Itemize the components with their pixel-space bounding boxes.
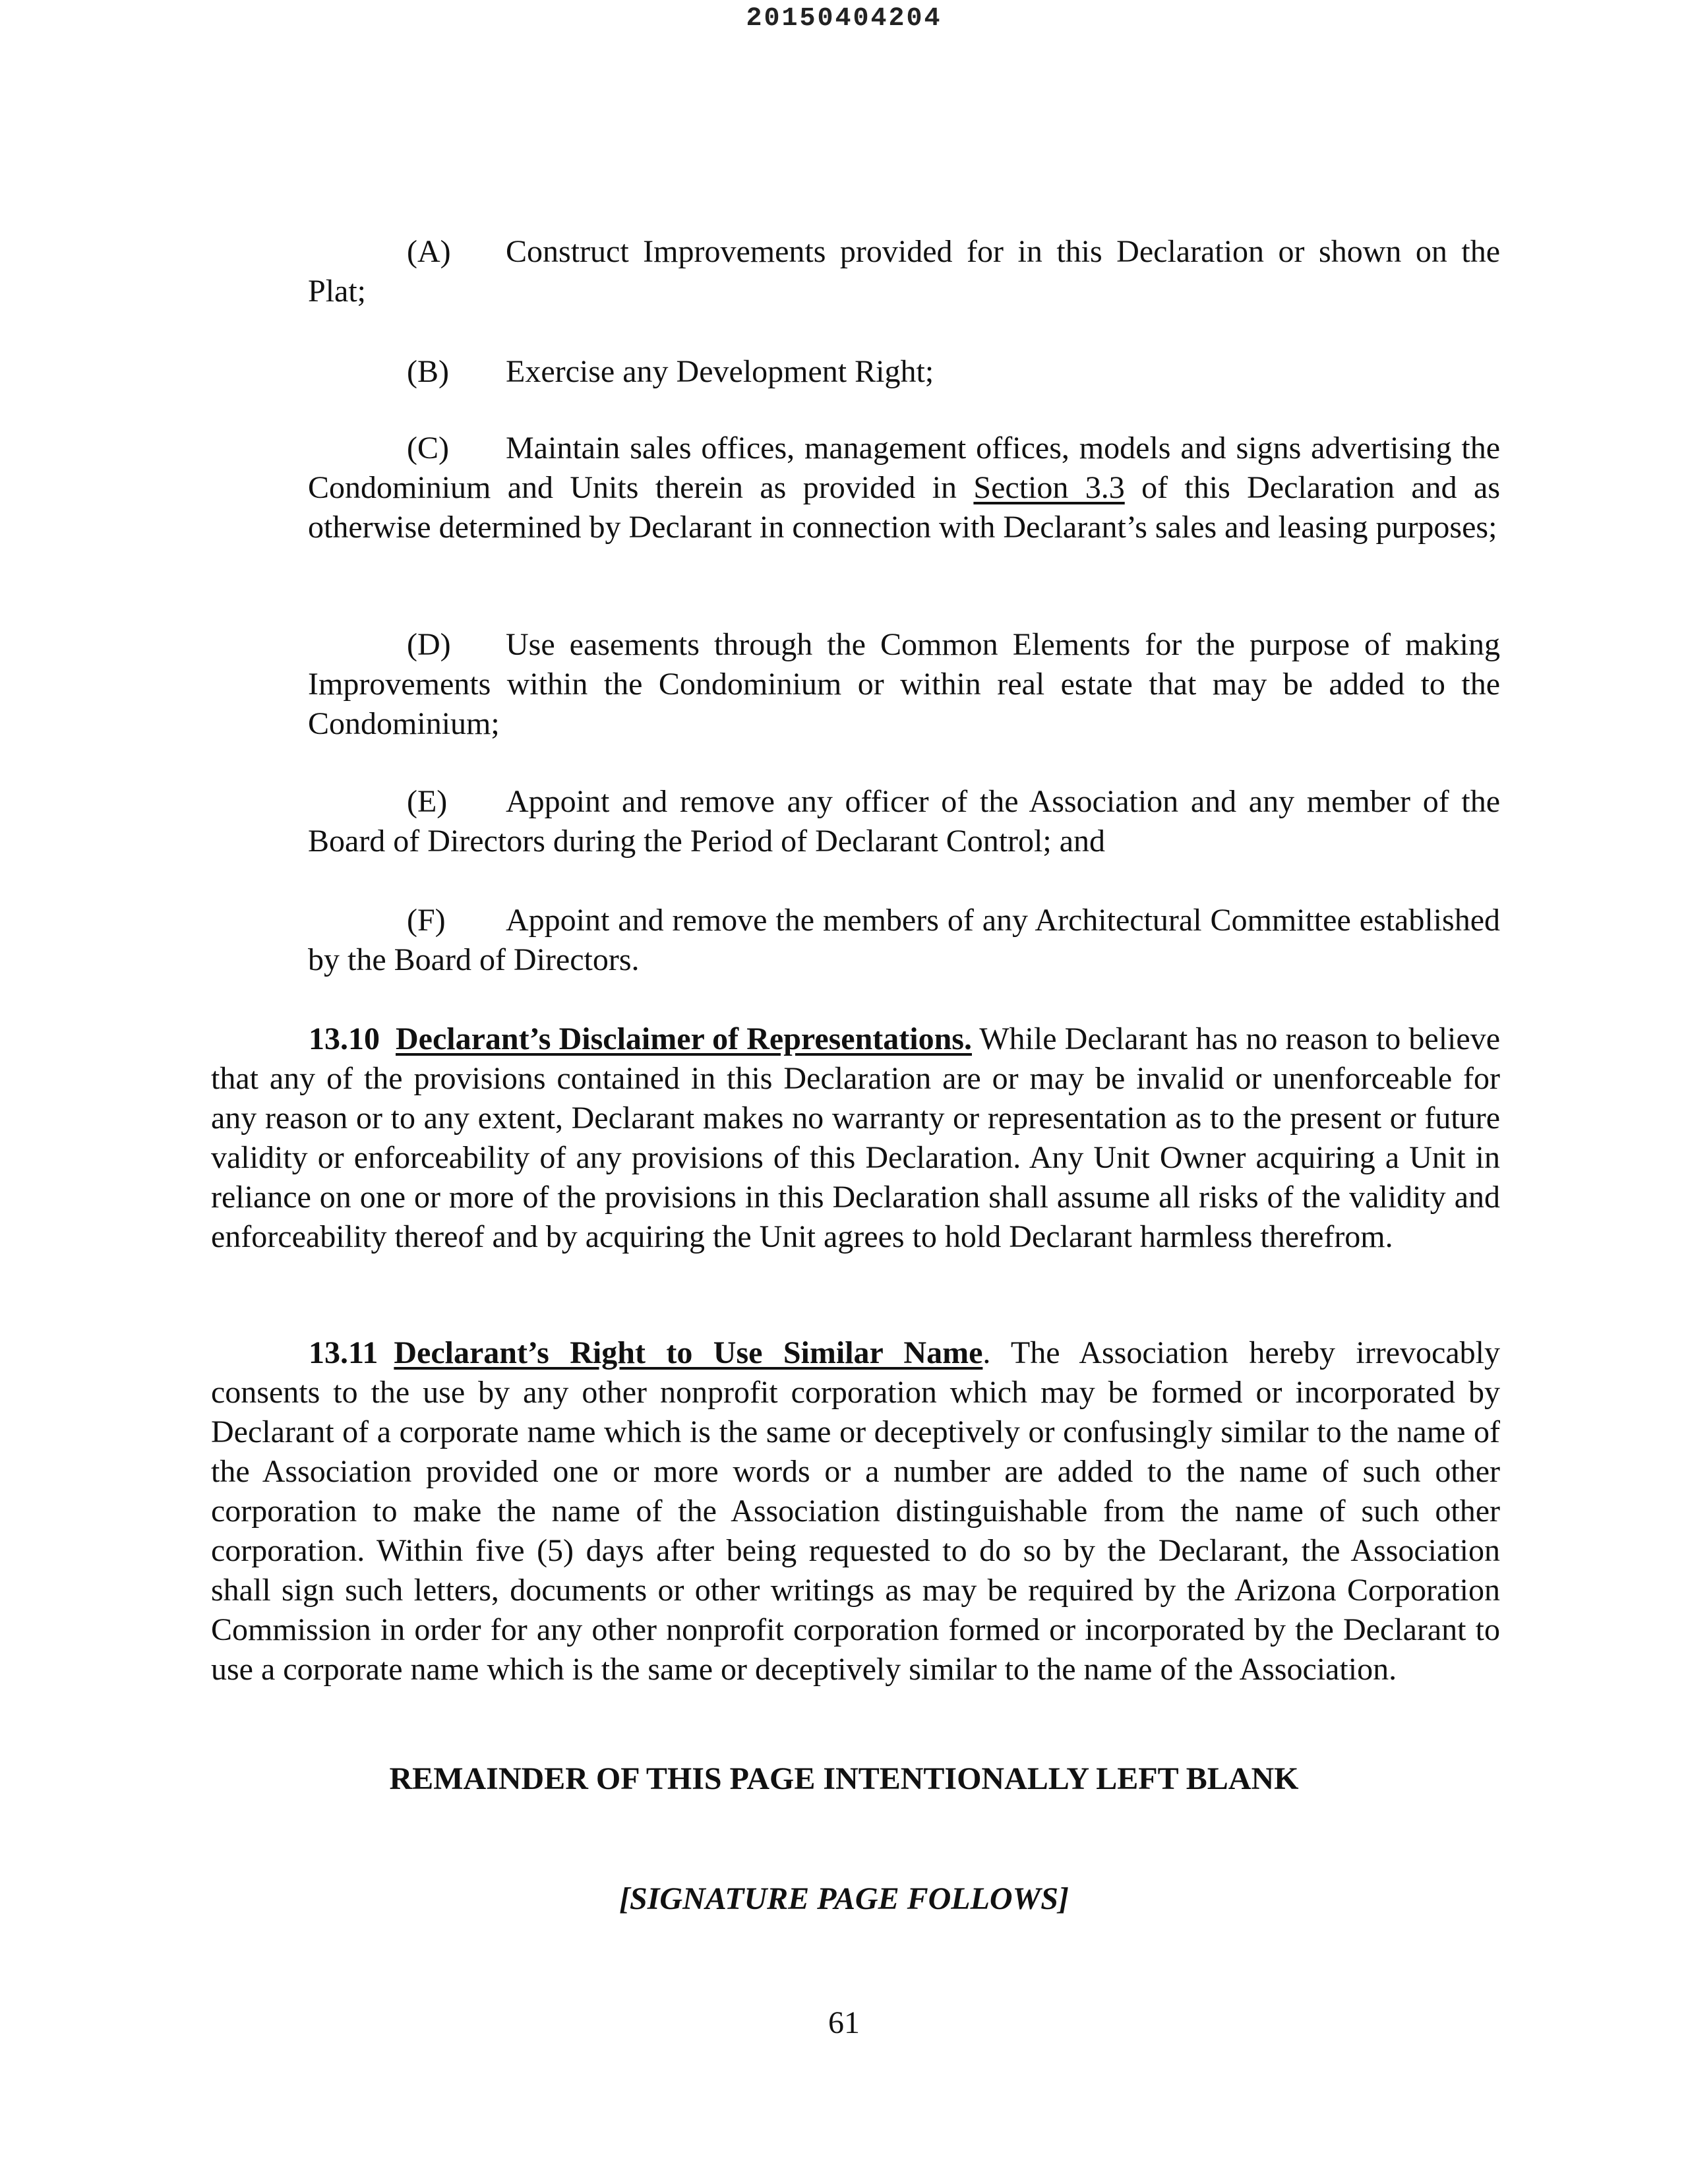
list-item-a (308, 232, 1500, 311)
section-13-11 (211, 1333, 1500, 1689)
page-number: 61 (828, 2005, 860, 2040)
item-text: Appoint and remove any officer of the Association and any member of the Board of Directors during the Period of Declarant Control; and (308, 784, 1500, 859)
item-text: of this Declaration and as otherwise determined by Declarant in connection with Declarant’s sales and leasing purposes; (308, 470, 1501, 545)
section-text: . The Association hereby irrevocably consents to the use by any other nonprofit corporation which may be formed or incorporated by Declarant of a corporate name which is the same or deceptively or confusingly similar to the name of the Association provided one or more words or a number are added to the name of such other corporation to make the name of the Association distinguishable from the name of such other corporation. Within five (5) days after being requested to do so by the Declarant, the Association shall sign such letters, documents or other writings as may be required by the Arizona Corporation Commission in order for any other nonprofit corporation formed or incorporated by the Declarant to use a corporate name which is the same or deceptively similar to the name of the Association. (211, 1335, 1500, 1687)
section-number: 13.11 (309, 1335, 378, 1370)
section-reference-link[interactable]: Section 3.3 (973, 470, 1125, 505)
section-title: Declarant’s Right to Use Similar Name (394, 1335, 983, 1370)
list-item-d (308, 625, 1500, 744)
item-text: Use easements through the Common Elements for the purpose of making Improvements within the Condominium or within real estate that may be added to the Condominium; (308, 627, 1500, 741)
document-number: 20150404204 (746, 4, 942, 34)
list-item-b (308, 352, 1500, 392)
section-13-10 (211, 1019, 1500, 1257)
list-item-f (308, 901, 1500, 980)
list-item-c (308, 429, 1500, 547)
section-number: 13.10 (309, 1021, 380, 1056)
item-label: (B) (407, 354, 449, 389)
item-label: (C) (407, 431, 449, 466)
item-label: (F) (407, 903, 446, 938)
item-text: Appoint and remove the members of any Architectural Committee established by the Board of Directors. (308, 903, 1500, 977)
item-label: (A) (407, 234, 451, 269)
item-text: Construct Improvements provided for in this Declaration or shown on the Plat; (308, 234, 1500, 309)
section-text: While Declarant has no reason to believe that any of the provisions contained in this Declaration are or may be invalid or unenforceable for any reason or to any extent, Declarant makes no warranty or representation as to the present or future validity or enforceability of any provisions of this Declaration. Any Unit Owner acquiring a Unit in reliance on one or more of the provisions in this Declaration shall assume all risks of the validity and enforceability thereof and by acquiring the Unit agrees to hold Declarant harmless therefrom. (211, 1021, 1500, 1254)
item-text: Exercise any Development Right; (506, 354, 934, 389)
section-title: Declarant’s Disclaimer of Representations. (396, 1021, 972, 1056)
item-text: Maintain sales offices, management offices, models and signs advertising the Condominium and Units therein as provided in (308, 431, 1500, 505)
item-label: (D) (407, 627, 451, 662)
remainder-notice: REMAINDER OF THIS PAGE INTENTIONALLY LEFT BLANK (389, 1761, 1299, 1796)
list-item-e (308, 782, 1500, 861)
signature-page-notice: [SIGNATURE PAGE FOLLOWS] (619, 1881, 1069, 1916)
item-label: (E) (407, 784, 448, 819)
